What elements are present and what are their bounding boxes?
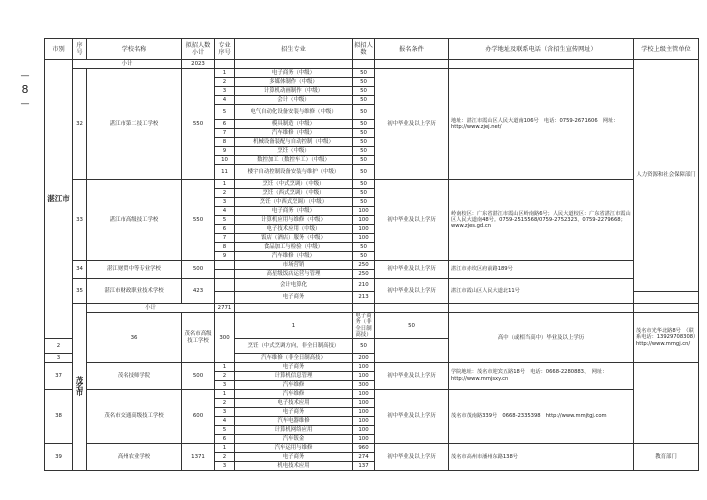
table-row bbox=[45, 304, 699, 313]
major-name: 烹饪（西式烹调）（中级） bbox=[235, 189, 353, 198]
table-row bbox=[45, 180, 699, 189]
school-seq: 38 bbox=[45, 389, 73, 443]
major-count: 50 bbox=[353, 138, 375, 147]
condition-cell: 初中毕业及以上学历 bbox=[375, 362, 449, 389]
table-row bbox=[45, 69, 699, 78]
major-name: 电子技术应用（中级） bbox=[235, 225, 353, 234]
address-cell: 学院地址：茂名市迎宾五路18号 电话：0668-2280883、 网址：http://www.mmjsxy.cn bbox=[449, 362, 634, 389]
major-name: 机电技术应用 bbox=[235, 461, 353, 470]
major-count: 100 bbox=[353, 407, 375, 416]
major-count: 50 bbox=[353, 129, 375, 138]
major-seq bbox=[215, 261, 235, 270]
major-count: 213 bbox=[353, 291, 375, 304]
school-quota: 550 bbox=[182, 69, 215, 180]
major-seq: 6 bbox=[215, 225, 235, 234]
major-count: 100 bbox=[353, 207, 375, 216]
major-name: 计算机网络应用 bbox=[235, 425, 353, 434]
major-count: 50 bbox=[353, 252, 375, 261]
header-quota: 拟招人数小计 bbox=[182, 39, 215, 60]
major-seq: 4 bbox=[215, 96, 235, 105]
header-major-seq: 专业序号 bbox=[215, 39, 235, 60]
table-row bbox=[45, 443, 699, 452]
city-cell: 茂名市 bbox=[73, 304, 87, 470]
major-count: 250 bbox=[353, 261, 375, 270]
header-school: 学校名称 bbox=[87, 39, 182, 60]
address-cell: 地址：湛江市霞山区人民大道南106号 电话：0759-2671606 网址：http://www.zjej.net/ bbox=[449, 69, 634, 180]
address-cell: 湛江市霞山区人民大道北11号 bbox=[449, 279, 634, 304]
major-name: 电子商务 bbox=[235, 362, 353, 371]
major-count: 50 bbox=[353, 87, 375, 96]
major-name: 计算机应用与维修（中级） bbox=[235, 216, 353, 225]
major-seq: 8 bbox=[215, 138, 235, 147]
condition-cell: 初中毕业及以上学历 bbox=[375, 69, 449, 180]
major-name: 市场营销 bbox=[235, 261, 353, 270]
school-name: 茂名市交通高级技工学校 bbox=[87, 389, 182, 443]
major-name: 电子商务（中级） bbox=[235, 207, 353, 216]
major-count: 100 bbox=[353, 225, 375, 234]
header-dept: 学校上级主管单位 bbox=[634, 39, 699, 60]
major-seq: 3 bbox=[215, 198, 235, 207]
page-number-value: 8 bbox=[21, 83, 29, 96]
major-name: 汽车维修 bbox=[235, 380, 353, 389]
major-seq: 1 bbox=[215, 69, 235, 78]
major-seq: 9 bbox=[215, 147, 235, 156]
school-seq: 32 bbox=[73, 69, 87, 180]
major-count: 250 bbox=[353, 270, 375, 279]
major-seq: 11 bbox=[215, 165, 235, 180]
major-name: 多媒体制作（中级） bbox=[235, 78, 353, 87]
major-seq bbox=[215, 270, 235, 279]
school-name: 茂名市高级技工学校 bbox=[182, 313, 215, 362]
condition-cell: 初中毕业及以上学历 bbox=[375, 279, 449, 304]
major-name: 烹饪（中西式烹调）（中级） bbox=[235, 198, 353, 207]
major-seq: 3 bbox=[215, 380, 235, 389]
major-seq: 1 bbox=[215, 362, 235, 371]
major-seq: 7 bbox=[215, 129, 235, 138]
school-name: 茂名技师学院 bbox=[87, 362, 182, 389]
major-count: 200 bbox=[353, 353, 375, 362]
major-seq: 2 bbox=[215, 78, 235, 87]
major-name: 电子商务 bbox=[235, 452, 353, 461]
major-seq: 5 bbox=[215, 425, 235, 434]
header-address: 办学地址及联系电话（含招生宣传网址） bbox=[449, 39, 634, 60]
condition-cell: 初中毕业及以上学历 bbox=[375, 180, 449, 261]
school-name: 湛江财贸中等专业学校 bbox=[87, 261, 182, 279]
school-seq: 35 bbox=[73, 279, 87, 304]
major-seq: 3 bbox=[45, 353, 73, 362]
major-count: 50 bbox=[353, 243, 375, 252]
major-seq: 2 bbox=[215, 371, 235, 380]
table-row bbox=[45, 362, 699, 371]
school-quota: 600 bbox=[182, 389, 215, 443]
header-condition: 报名条件 bbox=[375, 39, 449, 60]
address-cell: 茂名市茂南路339号 0668-2335398 http://www.mmjtgj.com bbox=[449, 389, 634, 443]
subtotal-value: 2023 bbox=[182, 60, 215, 69]
enrollment-table bbox=[44, 38, 699, 471]
school-quota: 500 bbox=[182, 261, 215, 279]
major-count: 100 bbox=[353, 416, 375, 425]
city-cell: 湛江市 bbox=[45, 60, 73, 339]
major-seq: 3 bbox=[215, 461, 235, 470]
major-name: 电子商务 bbox=[235, 291, 353, 304]
school-seq: 33 bbox=[73, 180, 87, 261]
address-cell: 茂名市高州市潘州东路138号 bbox=[449, 443, 634, 470]
address-cell: 茂名市光华北路8号 （联系电话：13929708308） http://www.mmgj.cn/ bbox=[634, 313, 699, 362]
major-seq: 1 bbox=[215, 180, 235, 189]
major-seq: 6 bbox=[215, 434, 235, 443]
major-seq: 4 bbox=[215, 416, 235, 425]
school-seq: 36 bbox=[87, 313, 182, 362]
address-cell: 岭南校区：广东省湛江市霞山区岭南路6号；人民大道校区：广东省湛江市霞山区人民大道南48号。0759-2515568/0759-2752323、0759-2279668；www.zjes.gd.cn bbox=[449, 180, 634, 261]
major-count: 50 bbox=[353, 120, 375, 129]
major-name: 烹饪（中级） bbox=[235, 147, 353, 156]
major-name: 机械设备装配与自动控制（中级） bbox=[235, 138, 353, 147]
major-count: 100 bbox=[353, 371, 375, 380]
major-name: 计算机动画制作（中级） bbox=[235, 87, 353, 96]
major-seq: 8 bbox=[215, 243, 235, 252]
major-seq bbox=[215, 279, 235, 292]
major-count: 100 bbox=[353, 234, 375, 243]
major-name: 会计（中级） bbox=[235, 96, 353, 105]
major-count: 50 bbox=[353, 338, 375, 353]
school-quota: 1371 bbox=[182, 443, 215, 470]
table-row bbox=[45, 60, 699, 69]
major-seq: 2 bbox=[215, 452, 235, 461]
major-count: 50 bbox=[353, 180, 375, 189]
address-cell: 湛江市赤坎区府前路189号 bbox=[449, 261, 634, 279]
subtotal-label: 小计 bbox=[87, 304, 215, 313]
table-row bbox=[45, 389, 699, 398]
major-count: 50 bbox=[353, 198, 375, 207]
condition-cell: 初中毕业及以上学历 bbox=[375, 389, 449, 443]
major-name: 汽车钣金 bbox=[235, 434, 353, 443]
major-seq: 4 bbox=[215, 207, 235, 216]
header-row bbox=[45, 39, 699, 60]
major-count: 100 bbox=[353, 398, 375, 407]
major-name: 会计电算化 bbox=[235, 279, 353, 292]
major-name: 烹饪（中式烹调方向，非全日制高技） bbox=[235, 338, 353, 353]
major-seq: 3 bbox=[215, 407, 235, 416]
header-city: 市别 bbox=[45, 39, 73, 60]
page-number: — 8 — bbox=[14, 70, 36, 110]
major-seq: 3 bbox=[215, 87, 235, 96]
major-count: 50 bbox=[353, 156, 375, 165]
major-count: 50 bbox=[353, 105, 375, 120]
major-name: 汽车运用与维修 bbox=[235, 443, 353, 452]
major-count: 137 bbox=[353, 461, 375, 470]
major-seq: 2 bbox=[215, 398, 235, 407]
major-count: 960 bbox=[353, 443, 375, 452]
major-name: 电子技术应用 bbox=[235, 398, 353, 407]
dept-cell: 教育部门 bbox=[634, 443, 699, 470]
major-count: 50 bbox=[353, 147, 375, 156]
header-major: 招生专业 bbox=[235, 39, 353, 60]
major-seq: 5 bbox=[215, 105, 235, 120]
major-name: 食品加工与检验（中级） bbox=[235, 243, 353, 252]
school-name: 高州农业学校 bbox=[87, 443, 182, 470]
major-name: 数控加工（数控车工）（中级） bbox=[235, 156, 353, 165]
major-count: 50 bbox=[375, 313, 449, 338]
major-name: 饭店（酒店）服务（中级） bbox=[235, 234, 353, 243]
school-name: 湛江市第二技工学校 bbox=[87, 69, 182, 180]
major-count: 100 bbox=[353, 216, 375, 225]
major-count: 50 bbox=[353, 78, 375, 87]
major-seq: 2 bbox=[215, 189, 235, 198]
major-name: 烹饪（中式烹调）（中级） bbox=[235, 180, 353, 189]
major-name: 汽车维修（非全日制高技） bbox=[235, 353, 353, 362]
major-count: 300 bbox=[353, 380, 375, 389]
major-count: 100 bbox=[353, 389, 375, 398]
school-quota: 300 bbox=[215, 313, 235, 362]
major-name: 高星级饭店运营与管理 bbox=[235, 270, 353, 279]
condition-cell: 初中毕业及以上学历 bbox=[375, 443, 449, 470]
major-seq: 9 bbox=[215, 252, 235, 261]
major-name: 电子商务（中级） bbox=[235, 69, 353, 78]
major-name: 楼宇自动控制设备安装与维护（中级） bbox=[235, 165, 353, 180]
school-seq: 34 bbox=[73, 261, 87, 279]
header-seq: 序号 bbox=[73, 39, 87, 60]
condition-cell: 初中毕业及以上学历 bbox=[375, 261, 449, 279]
major-seq: 1 bbox=[215, 443, 235, 452]
major-count: 50 bbox=[353, 69, 375, 78]
major-seq: 6 bbox=[215, 120, 235, 129]
major-count: 100 bbox=[353, 425, 375, 434]
major-name: 电子商务（非全日制高技） bbox=[353, 313, 375, 338]
school-name: 湛江市财政职业技术学校 bbox=[87, 279, 182, 304]
major-name: 模具制造（中级） bbox=[235, 120, 353, 129]
subtotal-value: 2771 bbox=[215, 304, 235, 313]
table-row bbox=[45, 279, 699, 292]
major-seq: 7 bbox=[215, 234, 235, 243]
school-seq: 37 bbox=[45, 362, 73, 389]
major-seq: 1 bbox=[235, 313, 353, 338]
major-count: 50 bbox=[353, 165, 375, 180]
major-name: 电气自动化设备安装与维修（中级） bbox=[235, 105, 353, 120]
major-seq: 10 bbox=[215, 156, 235, 165]
condition-cell: 高中（或相当高中）毕业及以上学历 bbox=[449, 313, 634, 362]
school-seq: 39 bbox=[45, 443, 73, 470]
major-name: 汽车维修 bbox=[235, 389, 353, 398]
major-seq bbox=[215, 291, 235, 304]
school-quota: 550 bbox=[182, 180, 215, 261]
major-name: 汽车维修（中级） bbox=[235, 129, 353, 138]
major-name: 汽车维修（中级） bbox=[235, 252, 353, 261]
major-count: 274 bbox=[353, 452, 375, 461]
header-count: 拟招人数 bbox=[353, 39, 375, 60]
major-count: 210 bbox=[353, 279, 375, 292]
school-name: 湛江市高级技工学校 bbox=[87, 180, 182, 261]
table-row bbox=[45, 261, 699, 270]
table-row bbox=[45, 313, 699, 338]
major-count: 50 bbox=[353, 189, 375, 198]
major-count: 50 bbox=[353, 96, 375, 105]
major-count: 100 bbox=[353, 434, 375, 443]
school-quota: 500 bbox=[182, 362, 215, 389]
major-name: 汽车电器维修 bbox=[235, 416, 353, 425]
dept-cell: 人力资源和社会保障部门 bbox=[634, 60, 699, 292]
subtotal-label: 小计 bbox=[73, 60, 182, 69]
school-quota: 423 bbox=[182, 279, 215, 304]
major-seq: 2 bbox=[45, 338, 73, 353]
major-seq: 1 bbox=[215, 389, 235, 398]
major-name: 计算机信息管理 bbox=[235, 371, 353, 380]
major-name: 电子商务 bbox=[235, 407, 353, 416]
major-count: 100 bbox=[353, 362, 375, 371]
major-seq: 5 bbox=[215, 216, 235, 225]
